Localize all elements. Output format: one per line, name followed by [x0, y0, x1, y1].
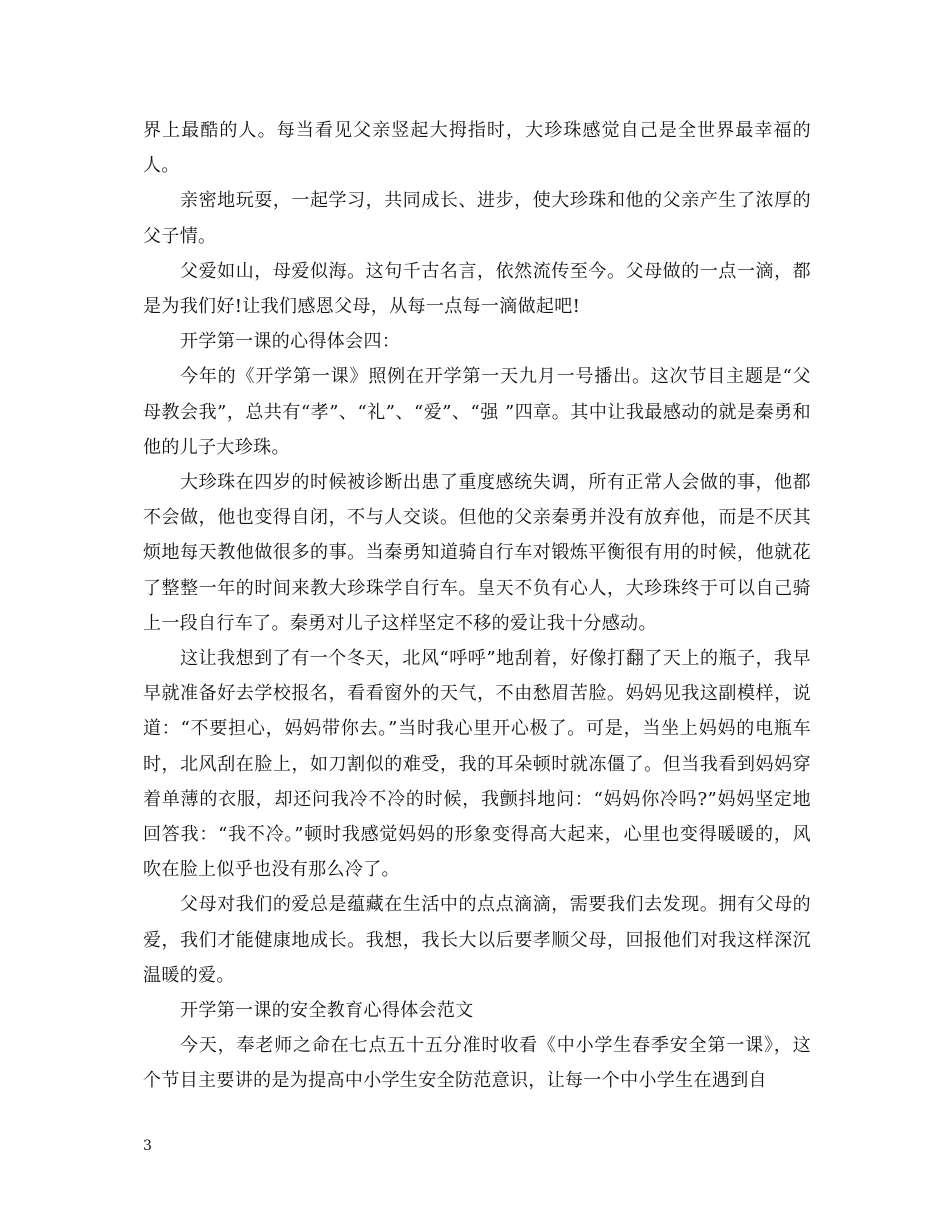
paragraph-dazhenzhu-story: 大珍珠在四岁的时候被诊断出患了重度感统失调，所有正常人会做的事，他都不会做，他也变得自闭，不与人交谈。但他的父亲秦勇并没有放弃他，而是不厌其烦地每天教他做很多的事。当秦勇知道骑自行车对锻炼平衡很有用的时候，他就花了整整一年的时间来教大珍珠学自行车。皇天不负有心人，大珍珠终于可以自己骑上一段自行车了。秦勇对儿子这样坚定不移的爱让我十分感动。 — [143, 472, 811, 634]
paragraph-parental-love: 父爱如山，母爱似海。这句千古名言，依然流传至今。父母做的一点一滴，都是为我们好!让我们感恩父母，从每一点每一滴做起吧! — [143, 260, 811, 318]
paragraph-conclusion: 父母对我们的爱总是蕴藏在生活中的点点滴滴，需要我们去发现。拥有父母的爱，我们才能健康地成长。我想，我长大以后要孝顺父母，回报他们对我这样深沉温暖的爱。 — [143, 894, 811, 986]
paragraph-winter-memory: 这让我想到了有一个冬天，北风“呼呼”地刮着，好像打翻了天上的瓶子，我早早就准备好去学校报名，看看窗外的天气，不由愁眉苦脸。妈妈见我这副模样，说道：“不要担心，妈妈带你去。”当时我心里开心极了。可是，当坐上妈妈的电瓶车时，北风刮在脸上，如刀割似的难受，我的耳朵顿时就冻僵了。但当我看到妈妈穿着单薄的衣服，却还问我冷不冷的时候，我颤抖地问：“妈妈你冷吗?”妈妈坚定地回答我：“我不冷。”顿时我感觉妈妈的形象变得高大起来，心里也变得暖暖的，风吹在脸上似乎也没有那么冷了。 — [143, 648, 811, 881]
section-heading-reflection-four: 开学第一课的心得体会四： — [180, 331, 401, 353]
paragraph-continuation: 界上最酷的人。每当看见父亲竖起大拇指时，大珍珠感觉自己是全世界最幸福的人。 — [143, 120, 811, 177]
section-heading-safety-education: 开学第一课的安全教育心得体会范文 — [180, 1000, 474, 1022]
page-number: 3 — [143, 1138, 152, 1154]
document-body — [143, 113, 811, 1099]
paragraph-father-son-bond: 亲密地玩耍，一起学习，共同成长、进步，使大珍珠和他的父亲产生了浓厚的父子情。 — [143, 190, 811, 247]
paragraph-program-intro: 今年的《开学第一课》照例在开学第一天九月一号播出。这次节目主题是“父母教会我”，总共有“孝”、“礼”、“爱”、“强 ”四章。其中让我最感动的就是秦勇和他的儿子大珍珠。 — [143, 366, 811, 458]
paragraph-safety-intro: 今天，奉老师之命在七点五十五分准时收看《中小学生春季安全第一课》，这个节目主要讲的是为提高中小学生安全防范意识，让每一个中小学生在遇到自 — [143, 1035, 811, 1092]
